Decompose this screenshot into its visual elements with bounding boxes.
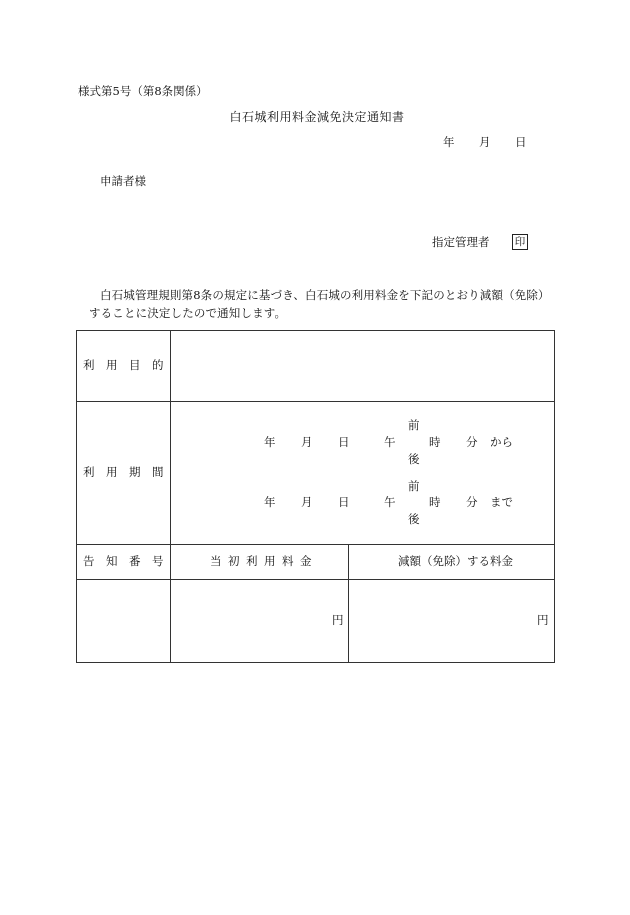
initial-fee-value-cell[interactable] bbox=[171, 580, 348, 662]
table-row-divider bbox=[76, 544, 555, 545]
reduced-fee-currency: 円 bbox=[537, 613, 549, 627]
date-day-label: 日 bbox=[515, 135, 527, 149]
table-row-divider bbox=[76, 401, 555, 402]
start-am-label: 前 bbox=[408, 418, 420, 432]
start-minute-unit: 分 bbox=[466, 435, 478, 449]
start-pm-label: 後 bbox=[408, 452, 420, 466]
table-border-bottom bbox=[76, 662, 555, 663]
end-until-label: まで bbox=[490, 495, 513, 509]
body-text-line1: 白石城管理規則第8条の規定に基づき、白石城の利用料金を下記のとおり減額（免除） bbox=[100, 288, 550, 302]
end-month-unit: 月 bbox=[301, 495, 313, 509]
reduced-fee-header: 減額（免除）する料金 bbox=[398, 554, 513, 568]
start-day-unit: 日 bbox=[338, 435, 350, 449]
table-border-right bbox=[554, 330, 555, 662]
end-noon-label: 午 bbox=[384, 495, 396, 509]
notice-number-value-cell[interactable] bbox=[77, 580, 170, 662]
start-hour-unit: 時 bbox=[429, 435, 441, 449]
end-year-unit: 年 bbox=[264, 495, 276, 509]
reduced-fee-value-cell[interactable] bbox=[349, 580, 554, 662]
start-year-unit: 年 bbox=[264, 435, 276, 449]
purpose-value-cell[interactable] bbox=[171, 331, 554, 401]
addressee: 申請者様 bbox=[100, 174, 146, 188]
seal-stamp: 印 bbox=[512, 234, 528, 250]
document-title: 白石城利用料金減免決定通知書 bbox=[229, 110, 405, 124]
body-text-line2: することに決定したので通知します。 bbox=[89, 306, 287, 320]
end-am-label: 前 bbox=[408, 479, 420, 493]
start-noon-label: 午 bbox=[384, 435, 396, 449]
start-month-unit: 月 bbox=[301, 435, 313, 449]
end-hour-unit: 時 bbox=[429, 495, 441, 509]
initial-fee-currency: 円 bbox=[332, 613, 344, 627]
end-pm-label: 後 bbox=[408, 512, 420, 526]
end-minute-unit: 分 bbox=[466, 495, 478, 509]
end-day-unit: 日 bbox=[338, 495, 350, 509]
form-number: 様式第5号（第8条関係） bbox=[78, 84, 208, 98]
date-year-label: 年 bbox=[443, 135, 455, 149]
date-month-label: 月 bbox=[479, 135, 491, 149]
start-from-label: から bbox=[490, 435, 513, 449]
issuer-label: 指定管理者 bbox=[432, 235, 490, 249]
